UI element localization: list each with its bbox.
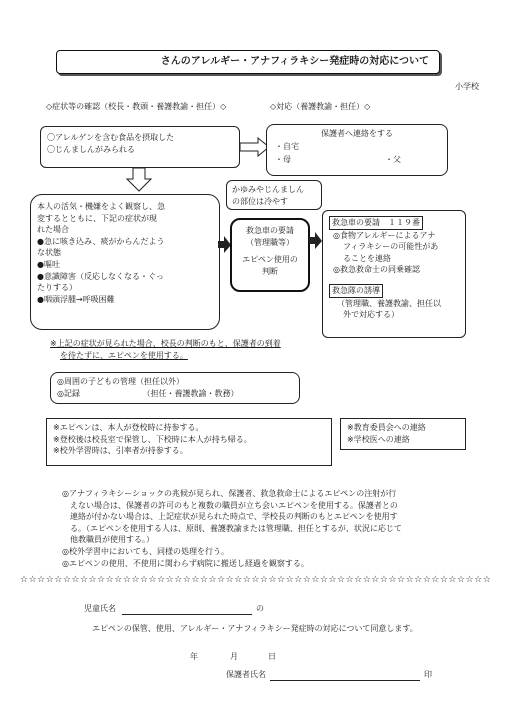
observe-box	[30, 194, 220, 330]
student-name-label: 児童氏名	[84, 604, 116, 613]
observe-intro-line: 変するとともに、下記の症状が現	[37, 213, 157, 223]
date-month: 月	[230, 652, 238, 661]
ambulance-decision-box	[230, 218, 310, 292]
storage-line: ※エピペンは、本人が登校時に持参する。	[53, 423, 204, 432]
student-name-field[interactable]	[122, 614, 252, 615]
school-label: 小学校	[455, 82, 479, 91]
liaison-line: ※教育委員会への連絡	[347, 423, 426, 432]
student-name-suffix: の	[256, 604, 264, 613]
guardian-contact-box	[266, 124, 448, 176]
seal-mark: 印	[424, 670, 432, 679]
guardian-name-field[interactable]	[270, 680, 420, 681]
notice-line: を待たずに、エピペンを使用する。	[60, 350, 188, 360]
epipen-notice	[50, 338, 281, 361]
document-title: さんのアレルギー・アナフィラキシー発症時の対応について	[160, 56, 429, 68]
guardian-name-label: 保護者氏名	[226, 670, 266, 679]
arrow-down-icon	[126, 168, 152, 192]
call-119-title: 救急車の要請 １１９番	[329, 216, 423, 230]
note-line: えない場合は、保護者の許可のもと複数の職員が立ち会いエピペンを使用する。保護者との	[62, 500, 398, 510]
symptom-line: ●嘔吐	[37, 259, 60, 269]
escort-title: 救急隊の誘導	[329, 284, 383, 298]
itch-line: の部位は冷やす	[232, 196, 288, 206]
call-119-box	[322, 210, 466, 338]
itch-box	[226, 180, 322, 210]
note-line: 連絡が付かない場合は、上記症状が見られた時点で、学校長の判断のもとエピペンを使用す	[62, 512, 398, 522]
symptom-line: な状態	[37, 248, 61, 258]
document-title-box	[56, 50, 440, 74]
symptom-line: ●意識障害（反応しなくなる・ぐっ	[37, 271, 164, 281]
call-119-item: ることを連絡	[343, 253, 391, 263]
contact-mother: ・母	[275, 154, 291, 164]
ambulance-line: （管理職等）	[246, 237, 294, 247]
trigger-line: 〇じんましんがみられる	[47, 144, 135, 154]
liaison-line: ※学校医への連絡	[347, 434, 410, 444]
star-separator: ☆☆☆☆☆☆☆☆☆☆☆☆☆☆☆☆☆☆☆☆☆☆☆☆☆☆☆☆☆☆☆☆☆☆☆☆☆☆☆☆☆☆☆☆☆☆☆☆☆☆☆☆☆☆☆	[20, 575, 492, 585]
management-line: ◎周囲の子どもの管理（担任以外）	[57, 377, 184, 386]
note-line: ◎校外学習中においても、同様の処理を行う。	[62, 546, 229, 556]
trigger-line: 〇アレルゲンを含む食品を摂取した	[47, 133, 175, 142]
escort-line: 外で対応する）	[343, 310, 399, 320]
contact-home: ・自宅	[275, 141, 299, 151]
escort-line: （管理職、養護教諭、担任以	[337, 298, 441, 308]
notice-line: ※上記の症状が見られた場合、校長の判断のもと、保護者の到着	[50, 339, 281, 348]
ambulance-line: 救急車の要請	[246, 226, 294, 235]
epipen-judgement-line: エピペン使用の	[242, 255, 298, 265]
contact-father: ・父	[385, 154, 401, 164]
date-day: 日	[268, 652, 276, 661]
symptom-line: たりする）	[37, 283, 77, 293]
observe-intro-line: れた場合	[37, 225, 69, 235]
arrow-right-icon	[309, 232, 323, 250]
observe-intro-line: 本人の活気・機嫌をよく観察し、急	[37, 202, 165, 211]
note-line: る。（エピペンを使用する人は、原則、養護教諭または管理職、担任とするが、状況に応じて	[62, 523, 402, 533]
epipen-storage-box	[46, 418, 332, 466]
note-line: ◎アナフィラキシーショックの兆候が見られ、保護者、救急救命士によるエピペンの注射が行	[62, 489, 397, 498]
epipen-judgement-line: 判断	[262, 266, 278, 276]
trigger-box	[40, 126, 240, 168]
consent-statement: エピペンの保管、使用、アレルギー・アナフィラキシー発症時の対応について同意します。	[92, 624, 418, 633]
note-line: ◎エピペンの使用、不使用に関わらず病院に搬送し経過を観察する。	[62, 558, 309, 568]
notes-section	[62, 488, 482, 569]
record-roles: （担任・養護教諭・教務）	[142, 388, 239, 398]
call-119-item: フィラキシーの可能性があ	[343, 242, 439, 252]
management-box	[50, 372, 300, 404]
symptom-line: ●咽頭浮腫→呼吸困難	[37, 294, 115, 304]
record-label: ◎記録	[57, 388, 80, 398]
storage-line: ※登校後は校長室で保管し、下校時に本人が持ち帰る。	[53, 434, 252, 444]
left-section-heading: ◇症状等の確認（校長・教頭・養護教諭・担任）◇	[46, 102, 227, 111]
liaison-box	[340, 418, 466, 450]
itch-line: かゆみやじんましん	[232, 185, 304, 194]
call-119-item: ◎救急救命士の同乗確認	[333, 265, 420, 275]
date-year: 年	[190, 652, 198, 661]
note-line: 他教職員が使用する。）	[62, 535, 154, 545]
storage-line: ※校外学習時は、引率者が持参する。	[53, 446, 188, 456]
guardian-contact-title: 保護者へ連絡をする	[321, 129, 393, 138]
symptom-line: ●急に咳き込み、痰がからんだよう	[37, 236, 165, 246]
right-section-heading: ◇対応（養護教諭・担任）◇	[270, 102, 371, 111]
call-119-item: ◎食物アレルギーによるアナ	[333, 230, 436, 240]
